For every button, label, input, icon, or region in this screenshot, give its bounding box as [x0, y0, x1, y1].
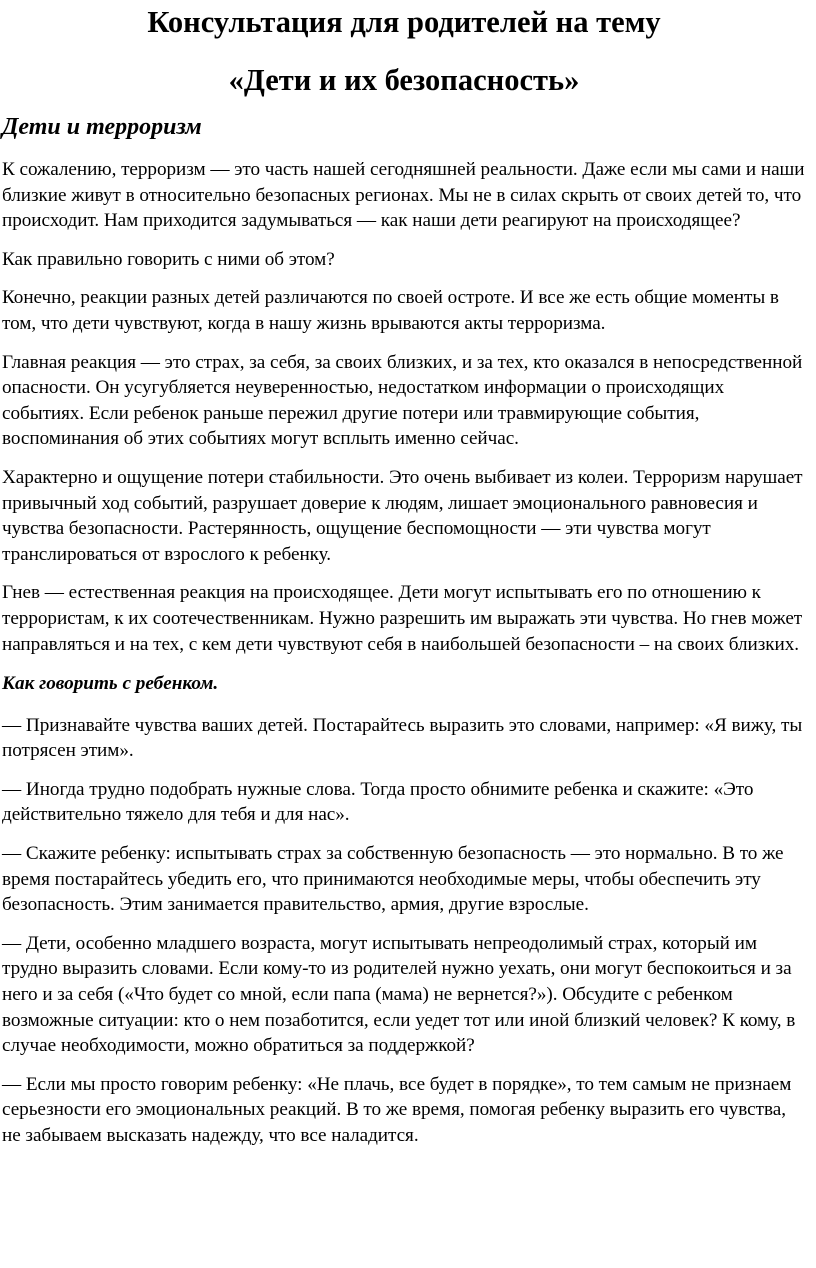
paragraph-reactions: Конечно, реакции разных детей различаются по своей остроте. И все же есть общие моменты в том, что дети чувствуют, когда в нашу жизнь врываются акты терроризма. [2, 287, 779, 334]
paragraph-stability: Характерно и ощущение потери стабильности. Это очень выбивает из колеи. Терроризм нарушает привычный ход событий, разрушает доверие к людям, лишает эмоционального равновесия и чувства безопасности. Растерянность, ощущение беспомощности — эти чувства могут транслироваться от взрослого к ребенку. [2, 466, 803, 565]
sub-heading-how-to-talk: Как говорить с ребенком. [2, 673, 219, 695]
paragraph-intro: К сожалению, терроризм — это часть нашей сегодняшней реальности. Даже если мы сами и наши близкие живут в относительно безопасных регионах. Мы не в силах скрыть от своих детей то, что происходит. Нам приходится задумываться — как наши дети реагируют на происходящее? [2, 159, 805, 232]
advice-item: — Признавайте чувства ваших детей. Постарайтесь выразить это словами, например: «Я вижу, ты потрясен этим». [2, 714, 803, 762]
paragraph-anger: Гнев — естественная реакция на происходящее. Дети могут испытывать его по отношению к террористам, к их соотечественникам. Нужно разрешить им выражать эти чувства. Но гнев может направляться и на тех, с кем дети чувствуют себя в наибольшей безопасности – на своих близких. [2, 582, 803, 655]
document-title-line-2: «Дети и их безопасность» [228, 63, 580, 97]
paragraph-question: Как правильно говорить с ними об этом? [2, 248, 335, 270]
document-title-line-1: Консультация для родителей на тему [147, 5, 661, 39]
advice-item: — Дети, особенно младшего возраста, могут испытывать непреодолимый страх, который им трудно выразить словами. Если кому-то из родителей нужно уехать, они могут беспокоиться и за него и за себя («Что будет со мной, если папа (мама) не вернется?»). Обсудите с ребенком возможные ситуации: кто о нем позаботится, если уедет тот или иной близкий человек? К кому, в случае необходимости, можно обратиться за поддержкой? [2, 932, 796, 1057]
paragraph-fear: Главная реакция — это страх, за себя, за своих близких, и за тех, кто оказался в непосредственной опасности. Он усугубляется неуверенностью, недостатком информации о происходящих событиях. Если ребенок раньше пережил другие потери или травмирующие события, воспоминания об этих событиях могут всплыть именно сейчас. [2, 351, 803, 450]
advice-item: — Скажите ребенку: испытывать страх за собственную безопасность — это нормально. В то же время постарайтесь убедить его, что принимаются необходимые меры, чтобы обеспечить эту безопасность. Этим занимается правительство, армия, другие взрослые. [2, 843, 784, 916]
advice-item: — Иногда трудно подобрать нужные слова. Тогда просто обнимите ребенка и скажите: «Это действительно тяжело для тебя и для нас». [2, 778, 754, 826]
advice-item: — Если мы просто говорим ребенку: «Не плачь, все будет в порядке», то тем самым не признаем серьезности его эмоциональных реакций. В то же время, помогая ребенку выразить его чувства, не забываем высказать надежду, что все наладится. [2, 1073, 792, 1146]
section-heading-children-and-terrorism: Дети и терроризм [2, 114, 202, 140]
